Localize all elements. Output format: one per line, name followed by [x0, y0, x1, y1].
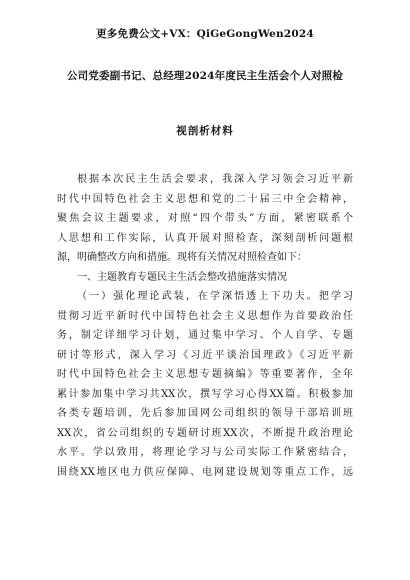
- body-line: 根据本次民主生活会要求，我深入学习领会习近平新: [77, 174, 353, 185]
- body-line: 时代中国特色社会主义思想和党的二十届三中全会精神，: [57, 193, 353, 205]
- body-line: 务，制定详细学习计划，通过集中学习、个人自学、专题: [57, 330, 353, 341]
- body-line: 累计参加集中学习共XX次，撰写学习心得XX篇。积极参加: [57, 388, 353, 400]
- body-line: XX次，省公司组织的专题研讨班XX次，不断提升政治理论: [57, 427, 353, 439]
- watermark-header: 更多免费公文+VX：QiGeGongWen2024: [96, 28, 314, 40]
- document-title-line-1: 公司党委副书记、总经理2024年度民主生活会个人对照检: [66, 70, 344, 82]
- body-line: 研讨等形式，深入学习《习近平谈治国理政》《习近平新: [57, 349, 353, 361]
- body-line: 时代中国特色社会主义思想专题摘编》等重要著作，全年: [57, 369, 353, 380]
- section-heading: 一、主题教育专题民主生活会整改措施落实情况: [77, 271, 287, 283]
- body-line: （一）强化理论武装，在学深悟透上下功夫。把学习: [77, 291, 353, 302]
- body-line: 水平。学以致用，将理论学习与公司实际工作紧密结合，: [57, 447, 353, 458]
- body-line: 源，明确整改方向和措施。现将有关情况对照检查如下：: [57, 252, 307, 263]
- body-line: 人思想和工作实际，认真开展对照检查，深刻剖析问题根: [57, 232, 353, 244]
- document-body: [57, 170, 353, 482]
- body-line: 围绕XX地区电力供应保障、电网建设规划等重点工作，远: [57, 466, 353, 478]
- document-title-line-2: 视剖析材料: [176, 125, 234, 137]
- body-line: 贯彻习近平新时代中国特色社会主义思想作为首要政治任: [57, 310, 353, 322]
- body-line: 聚焦会议主题要求，对照“四个带头”方面，紧密联系个: [57, 213, 353, 224]
- body-line: 各类专题培训，先后参加国网公司组织的领导干部培训班: [57, 408, 353, 419]
